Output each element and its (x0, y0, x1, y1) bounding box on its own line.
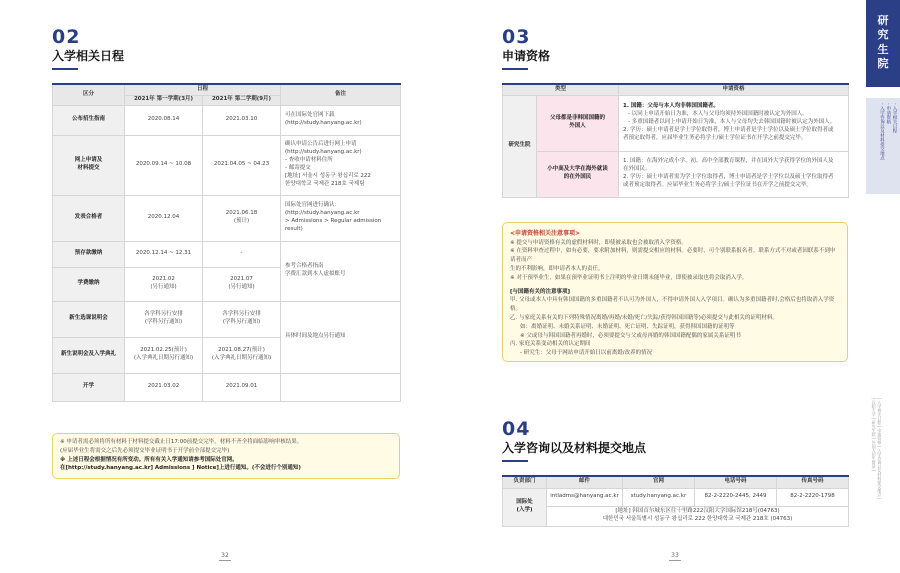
website-link[interactable]: study.hanyang.ac.kr (623, 488, 695, 506)
table-row (503, 488, 849, 506)
row-label: 新生说明会及入学典礼 (53, 337, 125, 373)
remark: 可在国际处官网下载 (http://study.hanyang.ac.kr) (281, 105, 401, 135)
contact-table (502, 475, 849, 527)
sem2-date: 2021.09.01 (203, 373, 281, 401)
remark: 具体时间及地点另行通知 (281, 301, 401, 373)
row-label: 网上申请及 材料提交 (53, 135, 125, 195)
notice-line: ※ 在资料审查过程中，如有必要，要求附加材料，则需提交相应的材料。必要时，可个别联系报名者。联系方式不对或者因联系不到申请者而产 生的不利影响，即申请者本人的责任。 (510, 248, 836, 272)
row-label: 公布招生指南 (53, 105, 125, 135)
row-label: 发表合格者 (53, 195, 125, 241)
section-rule (52, 68, 78, 70)
remark: 国际处官网进行确认： (http://study.hanyang.ac.kr > Admissions > Regular admission result) (281, 195, 401, 241)
table-row (53, 301, 401, 337)
sem2-date: 2021.08.27(预计) (入学典礼日期另行通知) (203, 337, 281, 373)
section-number: 03 (502, 26, 531, 48)
header-qualification: 申请资格 (619, 84, 849, 95)
dept-label: 国际处 (入学) (503, 488, 547, 526)
type-label: 小中高及大学在海外就读 的在外国民 (537, 151, 619, 197)
qualification-text: 1. 国籍：父母与本人均非韩国国籍者。 - 以同上申请开始日为准，本人与父母均须持外国国籍时被认定为外国人。 - 多重国籍者以同上申请开始日为准，本人与父母均失去韩国国籍时被认定为外国人。 2. 学历：硕士申请者是学士学位取得者，博士申请者是学士学位以及硕士学位取得者或 者预定取得者，应届毕业生务必将学士/硕士学位证书在开学之前提交完毕。 (619, 95, 849, 151)
side-tab-graduate-school[interactable]: 研 究 生 院 (866, 0, 900, 87)
notice-title: <申请资格相关注意事项> (510, 230, 581, 237)
section-title: 入学相关日程 (52, 49, 125, 63)
schedule-table (52, 83, 401, 402)
section-rule (502, 460, 528, 462)
type-label: 父母都是非韩国国籍的 外国人 (537, 95, 619, 151)
page-number: 32 (210, 552, 240, 561)
remark: 确认申请公告后进行网上申请 (http://study.hanyang.ac.kr) - 查收申请材料住所 - 邮寄提交 [地址] 서울시 성동구 왕십리로 222 한양대학교 국제관 218호 국제팀 (281, 135, 401, 195)
sem1-date: 2021.02.25(预计) (入学典礼日期另行通知) (125, 337, 203, 373)
qualification-notice (502, 222, 848, 362)
note-line: ※ 上述日程会根据情况有所变动。所有有关入学通知请参考国际处官网。 (60, 456, 238, 463)
section-rule (502, 68, 528, 70)
notice-line: 乙. 与家庭关系有关的下列特殊情况离婚/再婚/未婚/死亡/失踪/获得韩国国籍等)必须提交与此相关的证明材料。 (510, 314, 778, 321)
header-type: 类型 (503, 84, 619, 95)
sem2-date: 2021.04.05 ~ 04.23 (203, 135, 281, 195)
sem2-date: - (203, 241, 281, 267)
sem1-date: 2020.09.14 ~ 10.08 (125, 135, 203, 195)
address: [地址] 韩国首尔城东区往十里路222汉阳大学国际馆218号(04763) 대한민국 서울특별시 성동구 왕십리로 222 한양대학교 국제관 218호 (04763) (547, 506, 849, 526)
notice-line: ※ 提交与申请资格有关的虚假材料时，即使被录取也会被取消入学资格。 (510, 239, 687, 246)
schedule-notes (52, 433, 400, 479)
sem1-date: 2021.02 (另行通知) (125, 267, 203, 301)
header-fax: 传真号码 (777, 476, 849, 488)
side-vertical-caption: | 入学相关日程 | 申请资格 | 入学咨询以及材料提交地点 | | 汉阳大学 | 研究生院 | 外国人招生简章 | (871, 398, 883, 500)
page-number: 33 (660, 552, 690, 561)
phone-number: 82-2-2220-2445, 2449 (695, 488, 777, 506)
note-line: 在[http://study.hanyang.ac.kr] Admissions ] Notice]上进行通知。(不会进行个别通知) (60, 465, 301, 472)
header-mail: 邮件 (547, 476, 623, 488)
header-dept: 负责部门 (503, 476, 547, 488)
sem2-date: 2021.06.18 (预计) (203, 195, 281, 241)
row-label: 学费缴纳 (53, 267, 125, 301)
note-line: (应届毕业生将需交之后先必须提交毕业证明书于开学前全部提交完毕) (60, 447, 230, 454)
notice-line: ※ 父或母与韩国国籍者再婚时，必须要提交与父或母再婚的韩国国籍配偶的家属关系证明书 (520, 332, 741, 339)
table-row (53, 195, 401, 241)
notice-line: 丙. 家庭关系变动相关的认定期间 (510, 341, 591, 348)
notice-line: ※ 对于预毕业生，如果在预毕业证明书上注明的毕业日期未能毕业，即使被录取也将会取消入学。 (510, 274, 748, 281)
table-row (503, 95, 849, 151)
qualification-table (502, 83, 849, 198)
section-title: 入学咨询以及材料提交地点 (502, 441, 647, 455)
sem1-date: 各学科另行安排 (学科另行通知) (125, 301, 203, 337)
sem1-date: 2020.12.04 (125, 195, 203, 241)
notice-line: - 研究生：父母于网站申请开始日以前离婚/改养的情况 (520, 350, 653, 357)
header-remark: 备注 (281, 84, 401, 105)
table-row (503, 506, 849, 526)
right-page (450, 0, 900, 573)
header-web: 官网 (623, 476, 695, 488)
notice-subtitle: [与国籍有关的注意事项] (510, 288, 571, 295)
header-schedule: 日程 (125, 84, 281, 95)
header-tel: 电话号码 (695, 476, 777, 488)
row-label: 研究生院 (503, 95, 537, 197)
header-sem1: 2021年 第一学期(3月) (125, 95, 203, 105)
remark (281, 373, 401, 401)
sem1-date: 2020.08.14 (125, 105, 203, 135)
table-row (503, 151, 849, 197)
section-number: 02 (52, 26, 81, 48)
sem2-date: 2021.03.10 (203, 105, 281, 135)
sem1-date: 2021.03.02 (125, 373, 203, 401)
note-line: ※ 申请者需必须将所有材料于材料提交截止日17:00前提交完毕。材料不齐全将面临影响审核结果。 (60, 439, 303, 445)
sem2-date: 2021.07 (另行通知) (203, 267, 281, 301)
row-label: 预存款缴纳 (53, 241, 125, 267)
sem1-date: 2020.12.14 ~ 12.31 (125, 241, 203, 267)
side-nav[interactable]: - 入学相关日程 - 申请资格 - 入学咨询以及材料提交地点 (866, 98, 900, 194)
remark: 参考合格者指南 学费汇款到本人虚拟账号 (281, 241, 401, 301)
notice-line: 如：离婚证明、未婚关系证明、未婚证明、死亡证明、失踪证明，获得韩国国籍的证明等 (520, 323, 735, 330)
sem2-date: 各学科另行安排 (学科另行通知) (203, 301, 281, 337)
section-title: 申请资格 (502, 49, 551, 63)
email-link[interactable]: intladms@hanyang.ac.kr (547, 488, 623, 506)
fax-number: 82-2-2220-1798 (777, 488, 849, 506)
row-label: 新生选课说明会 (53, 301, 125, 337)
section-number: 04 (502, 418, 531, 440)
notice-line: 甲. 父母或本人中具有韩国国籍的多重国籍者不认可为外国人，不得申请外国人入学项目。确认为多重国籍者时,会格后也将取消入学资格。 (510, 297, 835, 313)
table-row (53, 105, 401, 135)
table-row (53, 135, 401, 195)
header-sem2: 2021年 第二学期(9月) (203, 95, 281, 105)
table-row (53, 373, 401, 401)
row-label: 开学 (53, 373, 125, 401)
table-row (53, 241, 401, 267)
header-category: 区分 (53, 84, 125, 105)
qualification-text: 1. 国籍：在海外完成小学、初、高中全部教育课程，并在国外大学获得学位的外国人及 在外国民。 2. 学历：硕士申请者需为学士学位取得者，博士申请者是学士学位以及硕士学位取得者 或者预定取得者。应届毕业生务必将学士/硕士学位证书在开学之前提交完毕。 (619, 151, 849, 197)
